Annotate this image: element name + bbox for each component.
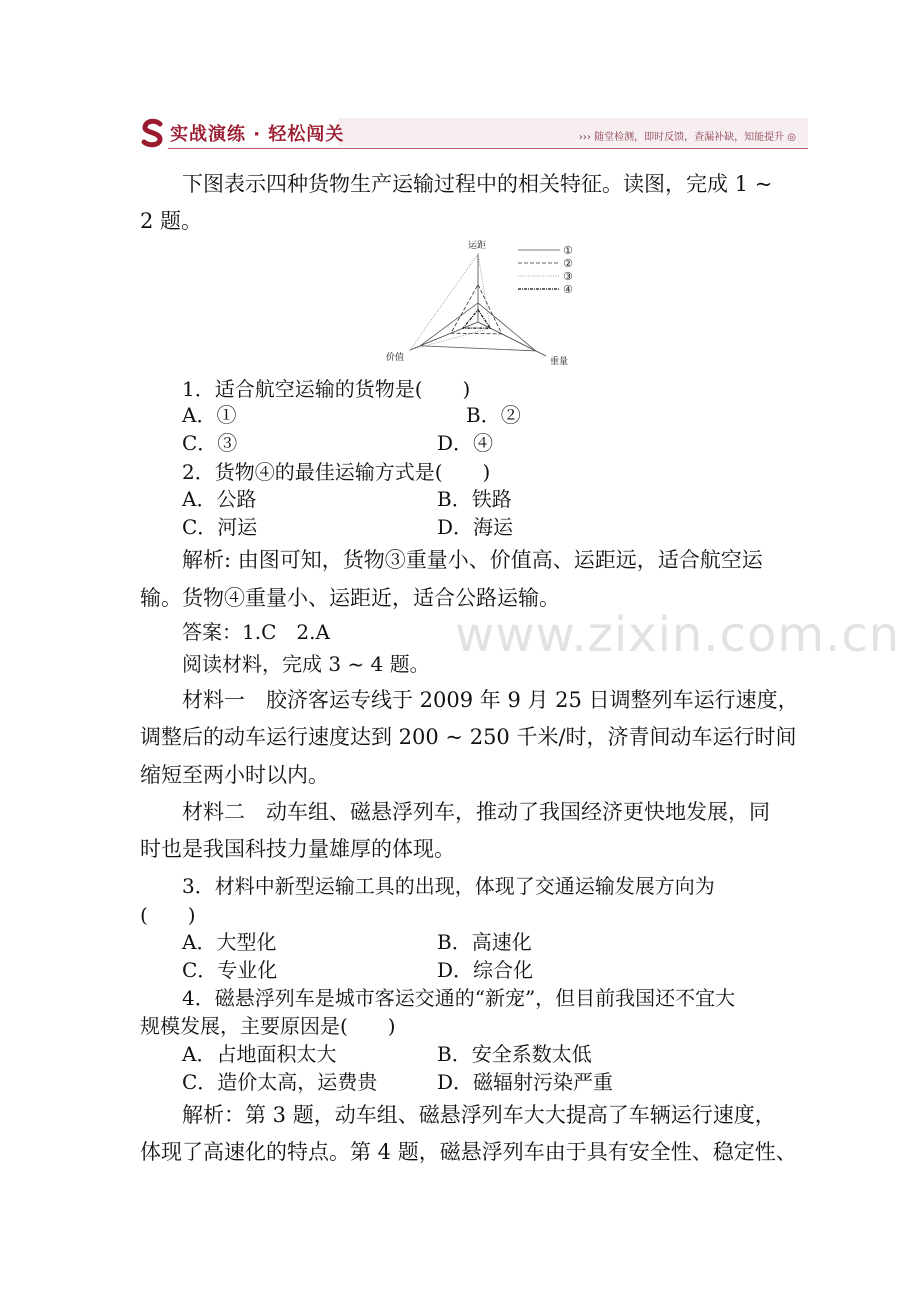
section-header [138, 116, 808, 150]
question-3-option-c[interactable]: C．专业化 [182, 958, 278, 982]
question-4-option-c[interactable]: C．造价太高，运费贵 [182, 1070, 378, 1094]
question-2-option-c[interactable]: C．河运 [182, 515, 258, 539]
radar-axes [410, 254, 546, 356]
question-2-option-b[interactable]: B．铁路 [437, 487, 512, 511]
question-2-option-a[interactable]: A．公路 [182, 487, 257, 511]
question-2-option-d[interactable]: D．海运 [437, 515, 514, 539]
intro-line-2: 2 题。 [140, 209, 203, 233]
material-2-line-1: 材料二 动车组、磁悬浮列车，推动了我国经济更快地发展，同 [182, 800, 770, 824]
analysis-2-line-2: 体现了高速化的特点。第 4 题，磁悬浮列车由于具有安全性、稳定性、 [140, 1140, 797, 1164]
material-2-line-2: 时也是我国科技力量雄厚的体现。 [140, 837, 455, 861]
axis-label-distance: 运距 [468, 241, 487, 251]
question-4-option-b[interactable]: B．安全系数太低 [437, 1042, 592, 1066]
question-3-stem-line-2: ( ) [140, 903, 196, 927]
header-slogan: ››› 随堂检测，即时反馈，查漏补缺，知能提升 ◎ [578, 132, 796, 143]
axis-label-weight: 重量 [550, 357, 569, 367]
question-1-stem: 1．适合航空运输的货物是( ) [182, 377, 471, 401]
radar-series-2 [451, 285, 502, 334]
legend-label-2: ② [563, 257, 573, 270]
header-divider [168, 148, 808, 149]
question-4-stem-line-1: 4．磁悬浮列车是城市客运交通的“新宠”，但目前我国还不宜大 [182, 986, 736, 1010]
question-3-option-a[interactable]: A．大型化 [182, 930, 277, 954]
analysis-1-line-1: 解析: 由图可知，货物③重量小、价值高、运距远，适合航空运 [182, 548, 763, 572]
question-1-option-a[interactable]: A．① [182, 403, 237, 427]
radar-series-4 [463, 310, 490, 328]
s-logo-icon [138, 118, 168, 148]
material-1-line-2: 调整后的动车运行速度达到 200 ~ 250 千米/时，济青间动车运行时间 [140, 725, 797, 749]
axis-label-value: 价值 [386, 353, 405, 363]
legend-label-3: ③ [563, 270, 573, 283]
question-3-option-d[interactable]: D．综合化 [437, 958, 534, 982]
analysis-2-line-1: 解析：第 3 题，动车组、磁悬浮列车大大提高了车辆运行速度， [182, 1103, 776, 1127]
question-3-stem-line-1: 3．材料中新型运输工具的出现，体现了交通运输发展方向为 [182, 874, 715, 898]
watermark: www.zixin.com.cn [455, 607, 901, 663]
question-3-option-b[interactable]: B．高速化 [437, 930, 532, 954]
question-2-stem: 2．货物④的最佳运输方式是( ) [182, 460, 491, 484]
question-1-option-c[interactable]: C．③ [182, 431, 238, 455]
radar-chart [368, 236, 588, 372]
material-1-line-3: 缩短至两小时以内。 [140, 763, 329, 787]
analysis-1-line-2: 输。货物④重量小、运距近，适合公路运输。 [140, 586, 560, 610]
radar-series [410, 254, 536, 351]
legend-label-1: ① [563, 244, 573, 257]
header-title: 实战演练 · 轻松闯关 [170, 124, 345, 145]
question-4-stem-line-2: 规模发展，主要原因是( ) [140, 1014, 396, 1038]
intro-line-1: 下图表示四种货物生产运输过程中的相关特征。读图，完成 1 ~ [182, 172, 773, 196]
answer-1: 答案：1.C 2.A [182, 620, 330, 644]
question-4-option-a[interactable]: A．占地面积太大 [182, 1042, 337, 1066]
chart-legend [518, 244, 573, 296]
legend-label-4: ④ [563, 283, 573, 296]
question-1-option-b[interactable]: B．② [466, 403, 521, 427]
material-1-line-1: 材料一 胶济客运专线于 2009 年 9 月 25 日调整列车运行速度， [182, 688, 799, 712]
question-1-option-d[interactable]: D．④ [437, 431, 494, 455]
question-4-option-d[interactable]: D．磁辐射污染严重 [437, 1070, 614, 1094]
reading-instruction: 阅读材料，完成 3 ~ 4 题。 [182, 652, 430, 676]
